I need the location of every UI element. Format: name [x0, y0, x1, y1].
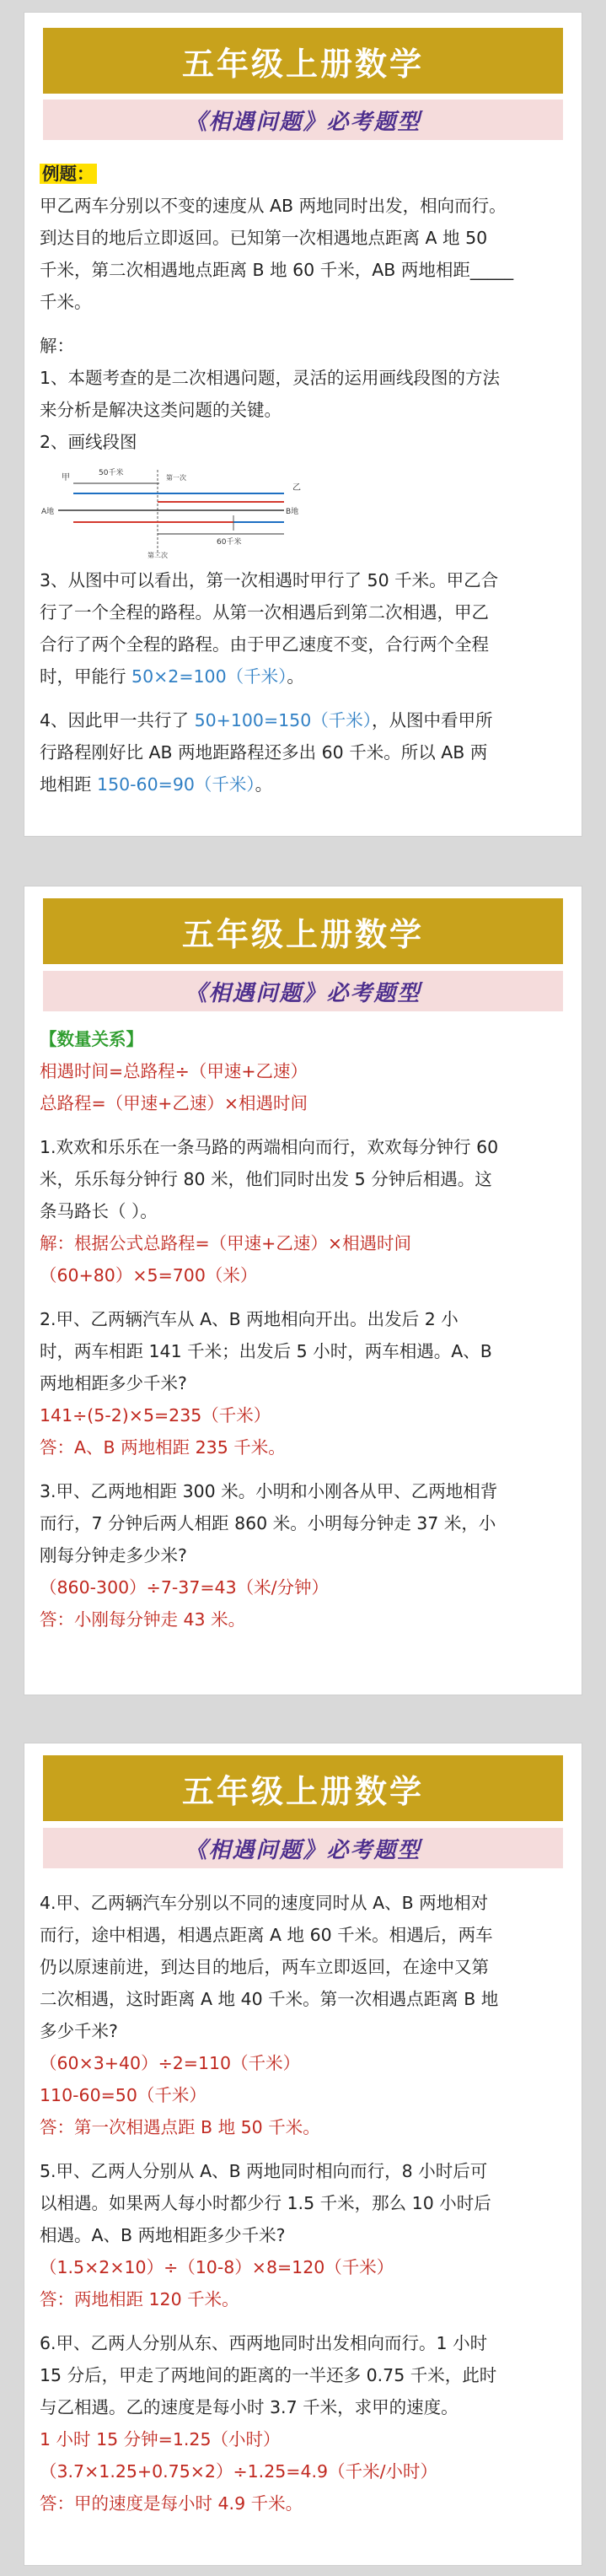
step-1-line: 来分析是解决这类问题的关键。 [40, 400, 282, 420]
question-4-answer: （60×3+40）÷2=110（千米） [40, 2053, 301, 2073]
relation-formula-2: 总路程=（甲速+乙速）×相遇时间 [40, 1093, 308, 1113]
step-3-formula: 50×2=100（千米） [131, 666, 287, 687]
label-second-meet: 第二次 [147, 552, 168, 559]
problem-line: 甲乙两车分别以不变的速度从 AB 两地同时出发，相向而行。 [40, 196, 507, 216]
question-4-line: 而行，途中相遇，相遇点距离 A 地 60 千米。相遇后，两车 [40, 1925, 493, 1945]
step-4-end: 。 [255, 774, 273, 795]
question-1-line: 1.欢欢和乐乐在一条马路的两端相向而行，欢欢每分钟行 60 [40, 1137, 499, 1157]
question-4-line: 二次相遇，这时距离 A 地 40 千米。第一次相遇点距离 B 地 [40, 1989, 499, 2009]
relation-formula-1: 相遇时间=总路程÷（甲速+乙速） [40, 1061, 308, 1081]
question-3-line: 而行，7 分钟后两人相距 860 米。小明每分钟走 37 米，小 [40, 1513, 496, 1533]
step-3-line: 3、从图中可以看出，第一次相遇时甲行了 50 千米。甲乙合 [40, 570, 499, 590]
question-5-answer: 答：两地相距 120 千米。 [40, 2289, 239, 2309]
question-4-line: 多少千米? [40, 2021, 118, 2041]
card-2 [24, 886, 582, 1695]
question-6-answer: （3.7×1.25+0.75×2）÷1.25=4.9（千米/小时） [40, 2461, 437, 2482]
question-4-answer: 110-60=50（千米） [40, 2085, 206, 2105]
problem-line: 到达目的地后立即返回。已知第一次相遇地点距离 A 地 50 [40, 228, 488, 248]
label-60km: 60千米 [217, 538, 242, 547]
step-2-heading: 2、画线段图 [40, 432, 137, 452]
card-title: 五年级上册数学 [43, 898, 563, 964]
card-subtitle: 《相遇问题》必考题型 [43, 971, 563, 1011]
question-1-answer: （60+80）×5=700（米） [40, 1265, 258, 1285]
label-b: B地 [286, 508, 299, 516]
label-50km: 50千米 [99, 469, 124, 477]
card-3-content [40, 1887, 566, 2519]
step-1-line: 1、本题考查的是二次相遇问题，灵活的运用画线段图的方法 [40, 368, 501, 388]
step-4-line: 行路程刚好比 AB 两地距路程还多出 60 千米。所以 AB 两 [40, 742, 488, 763]
question-1-line: 条马路长（ ）。 [40, 1201, 158, 1221]
question-1-answer: 解：根据公式总路程=（甲速+乙速）×相遇时间 [40, 1233, 412, 1253]
label-a: A地 [41, 508, 55, 516]
question-4-line: 仍以原速前进，到达目的地后，两车立即返回，在途中又第 [40, 1957, 489, 1977]
step-4-text: ，从图中看甲所 [372, 710, 493, 730]
step-4-formula-1: 50+100=150（千米） [194, 710, 373, 730]
question-2-line: 两地相距多少千米? [40, 1373, 187, 1393]
question-2-line: 2.甲、乙两辆汽车从 A、B 两地相向开出。出发后 2 小 [40, 1309, 459, 1329]
card-1-content [40, 158, 566, 800]
card-title: 五年级上册数学 [43, 28, 563, 94]
quantity-relation-label: 【数量关系】 [40, 1029, 143, 1049]
label-yi: 乙 [292, 483, 301, 493]
question-5-line: 相遇。A、B 两地相距多少千米? [40, 2225, 286, 2245]
problem-line: 千米，第二次相遇地点距离 B 地 60 千米，AB 两地相距_____ [40, 260, 514, 280]
question-5-answer: （1.5×2×10）÷（10-8）×8=120（千米） [40, 2257, 394, 2277]
label-jia: 甲 [62, 473, 70, 482]
question-5-line: 5.甲、乙两人分别从 A、B 两地同时相向而行，8 小时后可 [40, 2161, 488, 2181]
step-4-formula-2: 150-60=90（千米） [97, 774, 255, 795]
step-4-text: 4、因此甲一共行了 [40, 710, 195, 730]
label-first-meet: 第一次 [166, 474, 186, 482]
question-6-answer: 答：甲的速度是每小时 4.9 千米。 [40, 2493, 303, 2514]
question-2-line: 时，两车相距 141 千米；出发后 5 小时，两车相遇。A、B [40, 1341, 492, 1361]
step-3-line: 时，甲能行 [40, 666, 132, 687]
question-2-answer: 141÷(5-2)×5=235（千米） [40, 1405, 271, 1425]
question-3-answer: 答：小刚每分钟走 43 米。 [40, 1609, 246, 1630]
question-6-line: 6.甲、乙两人分别从东、西两地同时出发相向而行。1 小时 [40, 2333, 488, 2353]
question-5-line: 以相遇。如果两人每小时都少行 1.5 千米，那么 10 小时后 [40, 2193, 491, 2213]
card-1 [24, 12, 582, 837]
question-4-line: 4.甲、乙两辆汽车分别以不同的速度同时从 A、B 两地相对 [40, 1893, 489, 1913]
question-6-line: 15 分后，甲走了两地间的距离的一半还多 0.75 千米，此时 [40, 2365, 497, 2385]
question-6-line: 与乙相遇。乙的速度是每小时 3.7 千米，求甲的速度。 [40, 2397, 459, 2417]
question-3-answer: （860-300）÷7-37=43（米/分钟） [40, 1577, 330, 1598]
card-2-content [40, 1023, 566, 1636]
question-6-answer: 1 小时 15 分钟=1.25（小时） [40, 2429, 281, 2449]
step-3-line: 行了一个全程的路程。从第一次相遇后到第二次相遇，甲乙 [40, 602, 489, 622]
card-3 [24, 1743, 582, 2566]
solution-label: 解： [40, 336, 74, 356]
diagram-svg [40, 463, 326, 563]
card-subtitle: 《相遇问题》必考题型 [43, 100, 563, 140]
card-subtitle: 《相遇问题》必考题型 [43, 1828, 563, 1868]
step-3-end: 。 [287, 666, 304, 687]
question-3-line: 3.甲、乙两地相距 300 米。小明和小刚各从甲、乙两地相背 [40, 1481, 498, 1501]
question-4-answer: 答：第一次相遇点距 B 地 50 千米。 [40, 2117, 320, 2137]
card-title: 五年级上册数学 [43, 1755, 563, 1821]
question-1-line: 米，乐乐每分钟行 80 米，他们同时出发 5 分钟后相遇。这 [40, 1169, 492, 1189]
question-2-answer: 答：A、B 两地相距 235 千米。 [40, 1437, 286, 1458]
line-segment-diagram [40, 463, 566, 563]
example-label: 例题： [40, 164, 97, 184]
problem-line: 千米。 [40, 292, 92, 312]
question-3-line: 刚每分钟走多少米? [40, 1545, 187, 1566]
step-4-text: 地相距 [40, 774, 98, 795]
step-3-line: 合行了两个全程的路程。由于甲乙速度不变，合行两个全程 [40, 634, 489, 655]
